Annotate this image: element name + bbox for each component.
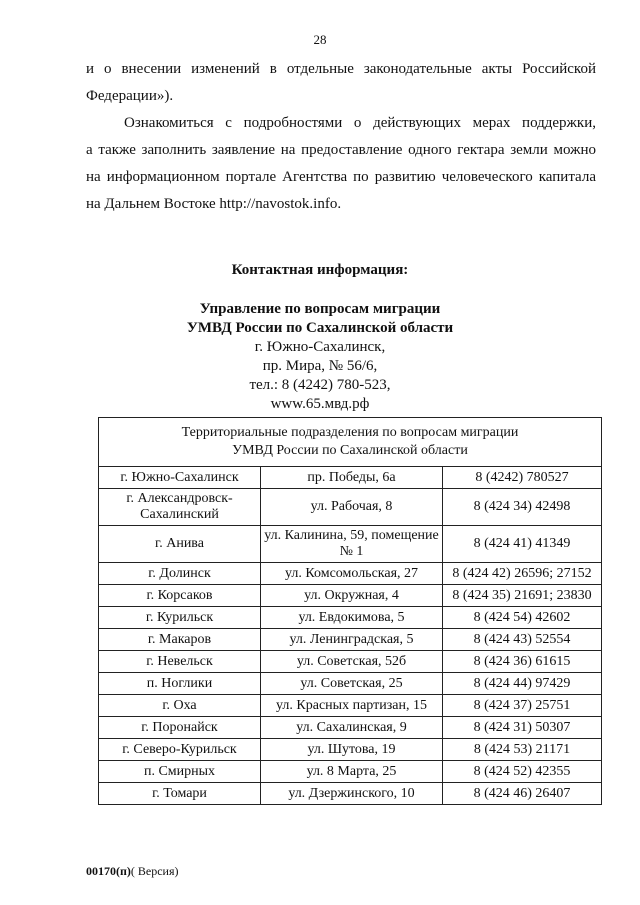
- cell-address: ул. Сахалинская, 9: [261, 717, 443, 739]
- department-website: www.65.мвд.рф: [270, 396, 370, 412]
- cell-address: ул. Евдокимова, 5: [261, 607, 443, 629]
- table-header: [99, 418, 602, 467]
- cell-city: г. Томари: [99, 783, 261, 805]
- paragraph-line: и о внесении изменений в отдельные законодательные акты Российской: [86, 61, 596, 77]
- table-row: [99, 629, 602, 651]
- cell-city: г. Макаров: [99, 629, 261, 651]
- cell-phone: 8 (424 37) 25751: [443, 695, 602, 717]
- department-name-line1: Управление по вопросам миграции: [199, 301, 441, 317]
- cell-phone: 8 (4242) 780527: [443, 467, 602, 489]
- table-header-row: [99, 418, 602, 467]
- cell-phone: 8 (424 31) 50307: [443, 717, 602, 739]
- cell-city: п. Ноглики: [99, 673, 261, 695]
- cell-phone: 8 (424 36) 61615: [443, 651, 602, 673]
- cell-address: ул. Шутова, 19: [261, 739, 443, 761]
- cell-city: г. Поронайск: [99, 717, 261, 739]
- cell-phone: 8 (424 41) 41349: [443, 526, 602, 563]
- cell-phone: 8 (424 52) 42355: [443, 761, 602, 783]
- contact-heading: Контактная информация:: [231, 262, 409, 278]
- cell-city: г. Корсаков: [99, 585, 261, 607]
- table-row: [99, 739, 602, 761]
- cell-address: ул. Комсомольская, 27: [261, 563, 443, 585]
- paragraph-line: а также заполнить заявление на предоставление одного гектара земли можно: [86, 142, 596, 158]
- page-number: 28: [313, 32, 327, 47]
- table-row: [99, 717, 602, 739]
- cell-city: г. Курильск: [99, 607, 261, 629]
- table-row: [99, 585, 602, 607]
- cell-address: ул. Калинина, 59, помещение № 1: [261, 526, 443, 563]
- paragraph-line: на Дальнем Востоке http://navostok.info.: [86, 196, 342, 212]
- cell-city: г. Александровск-Сахалинский: [99, 489, 261, 526]
- cell-phone: 8 (424 54) 42602: [443, 607, 602, 629]
- cell-phone: 8 (424 53) 21171: [443, 739, 602, 761]
- department-block: [0, 300, 640, 414]
- cell-phone: 8 (424 46) 26407: [443, 783, 602, 805]
- cell-city: г. Северо-Курильск: [99, 739, 261, 761]
- cell-address: ул. Дзержинского, 10: [261, 783, 443, 805]
- cell-address: ул. Советская, 52б: [261, 651, 443, 673]
- territorial-units-table: [98, 417, 602, 805]
- table-row: [99, 651, 602, 673]
- document-version-note: ( Версия): [130, 864, 179, 878]
- department-name-line2: УМВД России по Сахалинской области: [186, 320, 454, 336]
- cell-address: ул. Красных партизан, 15: [261, 695, 443, 717]
- cell-city: г. Южно-Сахалинск: [99, 467, 261, 489]
- table-row: [99, 607, 602, 629]
- paragraph-support-info: [86, 110, 596, 218]
- table-header-line2: УМВД России по Сахалинской области: [232, 443, 468, 458]
- table-row: [99, 489, 602, 526]
- table-row: [99, 761, 602, 783]
- cell-phone: 8 (424 35) 21691; 23830: [443, 585, 602, 607]
- cell-city: г. Анива: [99, 526, 261, 563]
- cell-phone: 8 (424 44) 97429: [443, 673, 602, 695]
- cell-address: ул. Окружная, 4: [261, 585, 443, 607]
- cell-address: ул. Рабочая, 8: [261, 489, 443, 526]
- department-address: пр. Мира, № 56/6,: [262, 358, 378, 374]
- cell-city: г. Оха: [99, 695, 261, 717]
- department-phone: тел.: 8 (4242) 780-523,: [249, 377, 391, 393]
- cell-phone: 8 (424 42) 26596; 27152: [443, 563, 602, 585]
- table-row: [99, 695, 602, 717]
- table-row: [99, 467, 602, 489]
- cell-city: п. Смирных: [99, 761, 261, 783]
- cell-city: г. Долинск: [99, 563, 261, 585]
- document-footer: [86, 864, 179, 879]
- cell-phone: 8 (424 34) 42498: [443, 489, 602, 526]
- cell-address: ул. 8 Марта, 25: [261, 761, 443, 783]
- table-header-line1: Территориальные подразделения по вопросам миграции: [181, 425, 519, 440]
- cell-address: пр. Победы, 6а: [261, 467, 443, 489]
- cell-address: ул. Советская, 25: [261, 673, 443, 695]
- cell-city: г. Невельск: [99, 651, 261, 673]
- cell-address: ул. Ленинградская, 5: [261, 629, 443, 651]
- table-row: [99, 673, 602, 695]
- table-row: [99, 783, 602, 805]
- table-row: [99, 526, 602, 563]
- paragraph-law-reference: [86, 56, 596, 110]
- paragraph-line: на информационном портале Агентства по развитию человеческого капитала: [86, 169, 596, 185]
- paragraph-line: Федерации»).: [86, 88, 174, 104]
- document-code: 00170(п): [86, 864, 131, 878]
- cell-phone: 8 (424 43) 52554: [443, 629, 602, 651]
- department-city: г. Южно-Сахалинск,: [254, 339, 386, 355]
- paragraph-line: Ознакомиться с подробностями о действующих мерах поддержки,: [124, 115, 596, 131]
- table-row: [99, 563, 602, 585]
